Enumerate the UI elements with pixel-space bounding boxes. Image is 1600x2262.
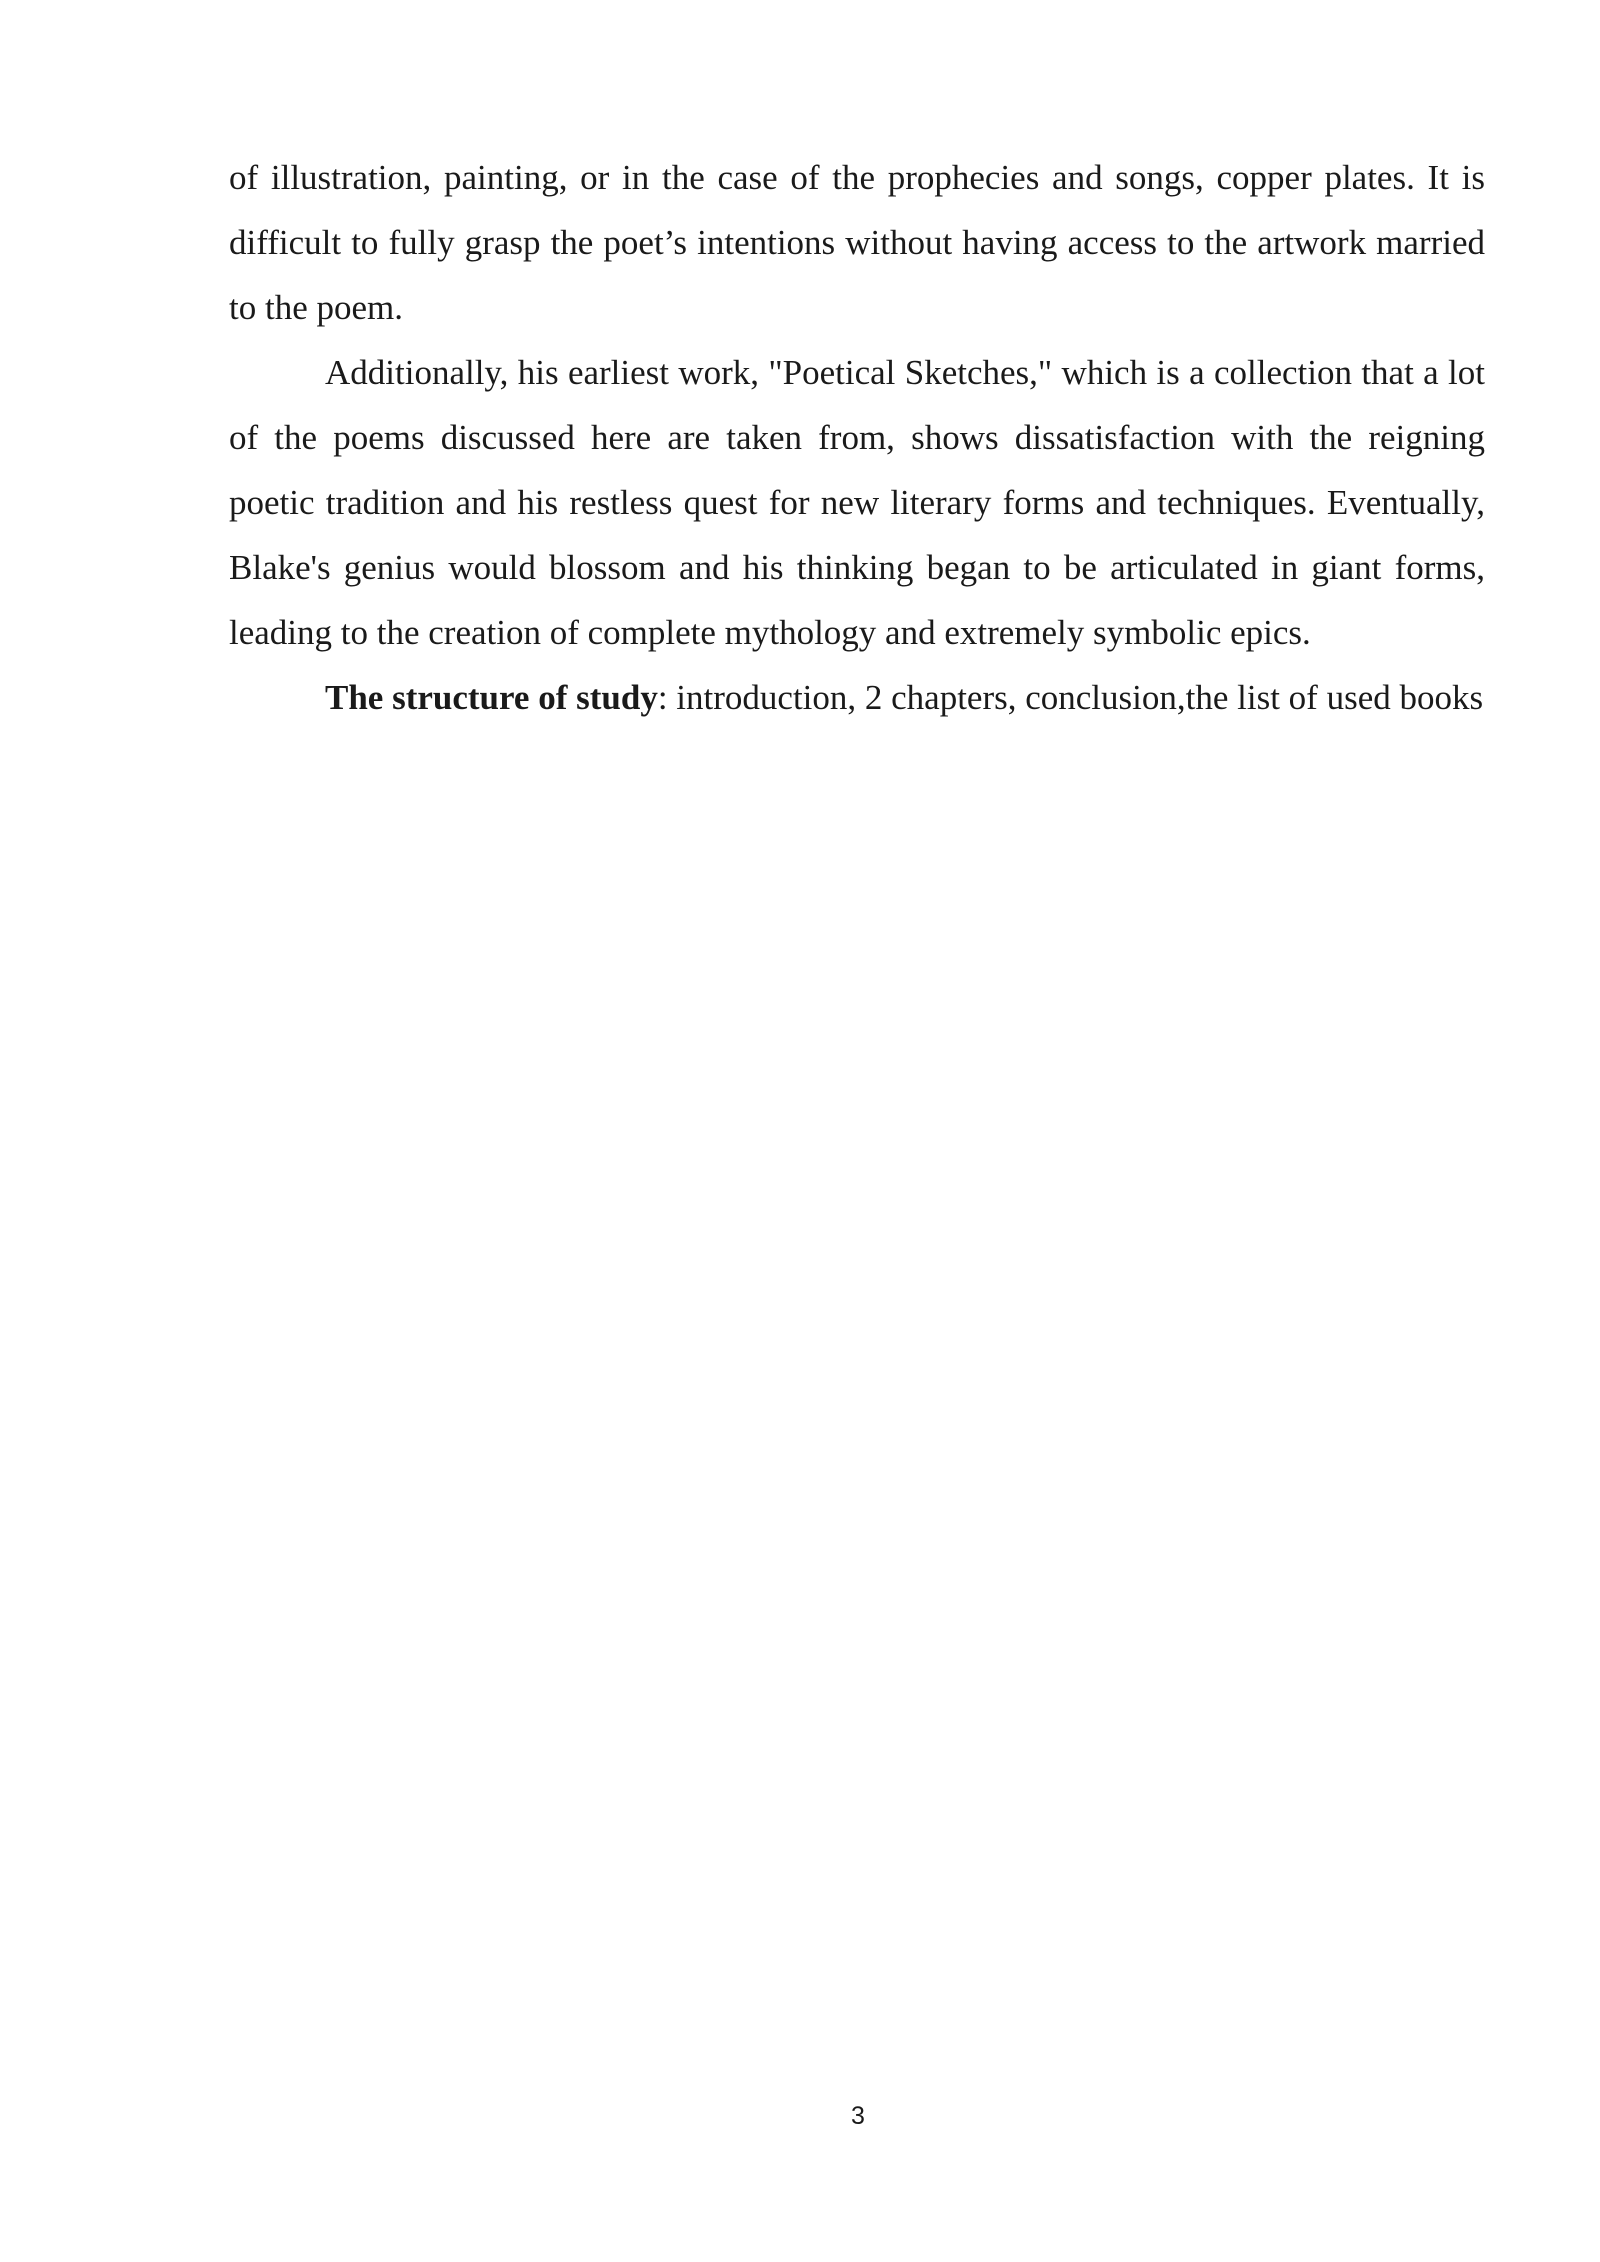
bold-lead-text: The structure of study [325,678,658,717]
paragraph-poetical-sketches [229,340,1485,665]
paragraph-text: : introduction, 2 chapters, conclusion,the list of used books [657,678,1484,717]
paragraph-structure-of-study [229,665,1485,730]
paragraph-text: Additionally, his earliest work, "Poetical Sketches," which is a collection that a lot of the poems discussed here are taken from, shows dissatisfaction with the reigning poetic tradition and his restless quest for new literary forms and techniques. Eventually, Blake's genius would blossom and his thinking began to be articulated in giant forms, leading to the creation of complete mythology and extremely symbolic epics. [229,353,1485,652]
body-text [229,145,1485,730]
paragraph-text: of illustration, painting, or in the case of the prophecies and songs, copper plates. It is difficult to fully grasp the poet’s intentions without having access to the artwork married to the poem. [229,158,1485,327]
page-number: 3 [851,2102,865,2130]
paragraph-continuation [229,145,1485,340]
